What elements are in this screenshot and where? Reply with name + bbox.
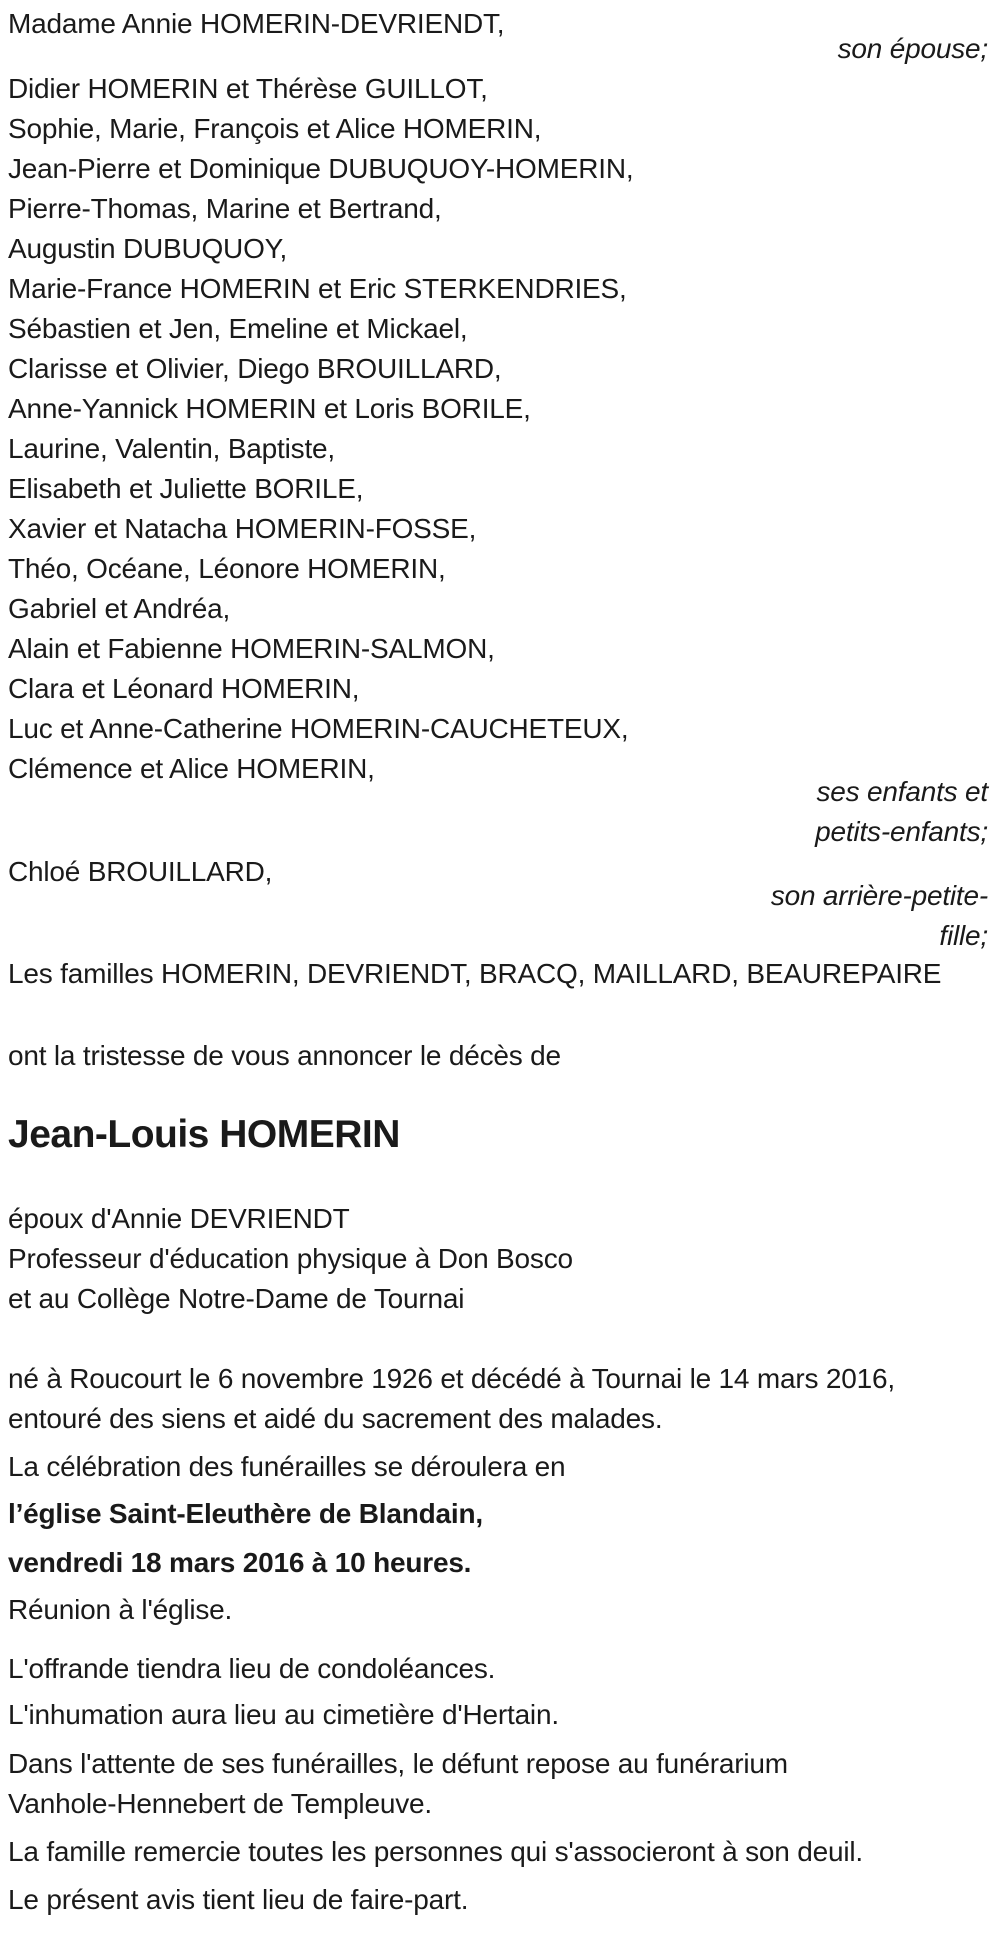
children-names-list (8, 69, 988, 789)
deceased-detail-profession-1: Professeur d'éducation physique à Don Bosco (8, 1243, 573, 1274)
repose-line-1: Dans l'attente de ses funérailles, le défunt repose au funérarium (8, 1748, 788, 1779)
family-name-line: Clémence et Alice HOMERIN, (8, 753, 375, 784)
spouse-name-line: Madame Annie HOMERIN-DEVRIENDT, (8, 8, 505, 39)
family-name-line: Elisabeth et Juliette BORILE, (8, 473, 364, 504)
birth-death-line-1: né à Roucourt le 6 novembre 1926 et décédé à Tournai le 14 mars 2016, (8, 1363, 895, 1394)
family-name-line: Luc et Anne-Catherine HOMERIN-CAUCHETEUX, (8, 713, 629, 744)
family-name-line: Clara et Léonard HOMERIN, (8, 673, 360, 704)
family-name-line: Alain et Fabienne HOMERIN-SALMON, (8, 633, 495, 664)
burial-line: L'inhumation aura lieu au cimetière d'Hertain. (8, 1699, 559, 1730)
family-name-line: Gabriel et Andréa, (8, 593, 231, 624)
ggd-relation-line-1: son arrière-petite- (770, 880, 988, 911)
deceased-detail-spouse: époux d'Annie DEVRIENDT (8, 1203, 350, 1234)
funeral-datetime-line: vendredi 18 mars 2016 à 10 heures. (8, 1547, 472, 1578)
family-name-line: Jean-Pierre et Dominique DUBUQUOY-HOMERIN, (8, 153, 634, 184)
birth-death-paragraph (8, 1359, 988, 1439)
children-relation-line-1: ses enfants et (816, 776, 988, 807)
family-name-line: Anne-Yannick HOMERIN et Loris BORILE, (8, 393, 531, 424)
ggd-relation-line-2: fille; (939, 920, 988, 951)
announcement-line: ont la tristesse de vous annoncer le décès de (8, 1040, 561, 1071)
repose-paragraph (8, 1744, 988, 1824)
family-name-line: Sophie, Marie, François et Alice HOMERIN, (8, 113, 542, 144)
family-name-line: Marie-France HOMERIN et Eric STERKENDRIES, (8, 273, 627, 304)
repose-line-2: Vanhole-Hennebert de Templeuve. (8, 1788, 432, 1819)
family-name-line: Clarisse et Olivier, Diego BROUILLARD, (8, 353, 502, 384)
family-name-line: Pierre-Thomas, Marine et Bertrand, (8, 193, 442, 224)
family-name-line: Augustin DUBUQUOY, (8, 233, 288, 264)
celebration-intro-line: La célébration des funérailles se déroulera en (8, 1451, 566, 1482)
church-line: l’église Saint-Eleuthère de Blandain, (8, 1498, 483, 1529)
birth-death-line-2: entouré des siens et aidé du sacrement des malades. (8, 1403, 663, 1434)
spouse-relation-label: son épouse; (837, 33, 988, 64)
thanks-line: La famille remercie toutes les personnes qui s'associeront à son deuil. (8, 1836, 863, 1867)
families-line: Les familles HOMERIN, DEVRIENDT, BRACQ, MAILLARD, BEAUREPAIRE (8, 958, 942, 989)
deceased-detail-profession-2: et au Collège Notre-Dame de Tournai (8, 1283, 465, 1314)
family-name-line: Didier HOMERIN et Thérèse GUILLOT, (8, 73, 488, 104)
family-name-line: Laurine, Valentin, Baptiste, (8, 433, 335, 464)
meeting-line: Réunion à l'église. (8, 1594, 233, 1625)
family-name-line: Xavier et Natacha HOMERIN-FOSSE, (8, 513, 477, 544)
deceased-name: Jean-Louis HOMERIN (8, 1113, 400, 1156)
family-name-line: Sébastien et Jen, Emeline et Mickael, (8, 313, 468, 344)
family-name-line: Théo, Océane, Léonore HOMERIN, (8, 553, 446, 584)
faire-part-line: Le présent avis tient lieu de faire-part. (8, 1884, 469, 1915)
great-granddaughter-name-line: Chloé BROUILLARD, (8, 856, 273, 887)
offering-line: L'offrande tiendra lieu de condoléances. (8, 1653, 496, 1684)
children-relation-line-2: petits-enfants; (815, 816, 988, 847)
deceased-details (8, 1199, 988, 1319)
